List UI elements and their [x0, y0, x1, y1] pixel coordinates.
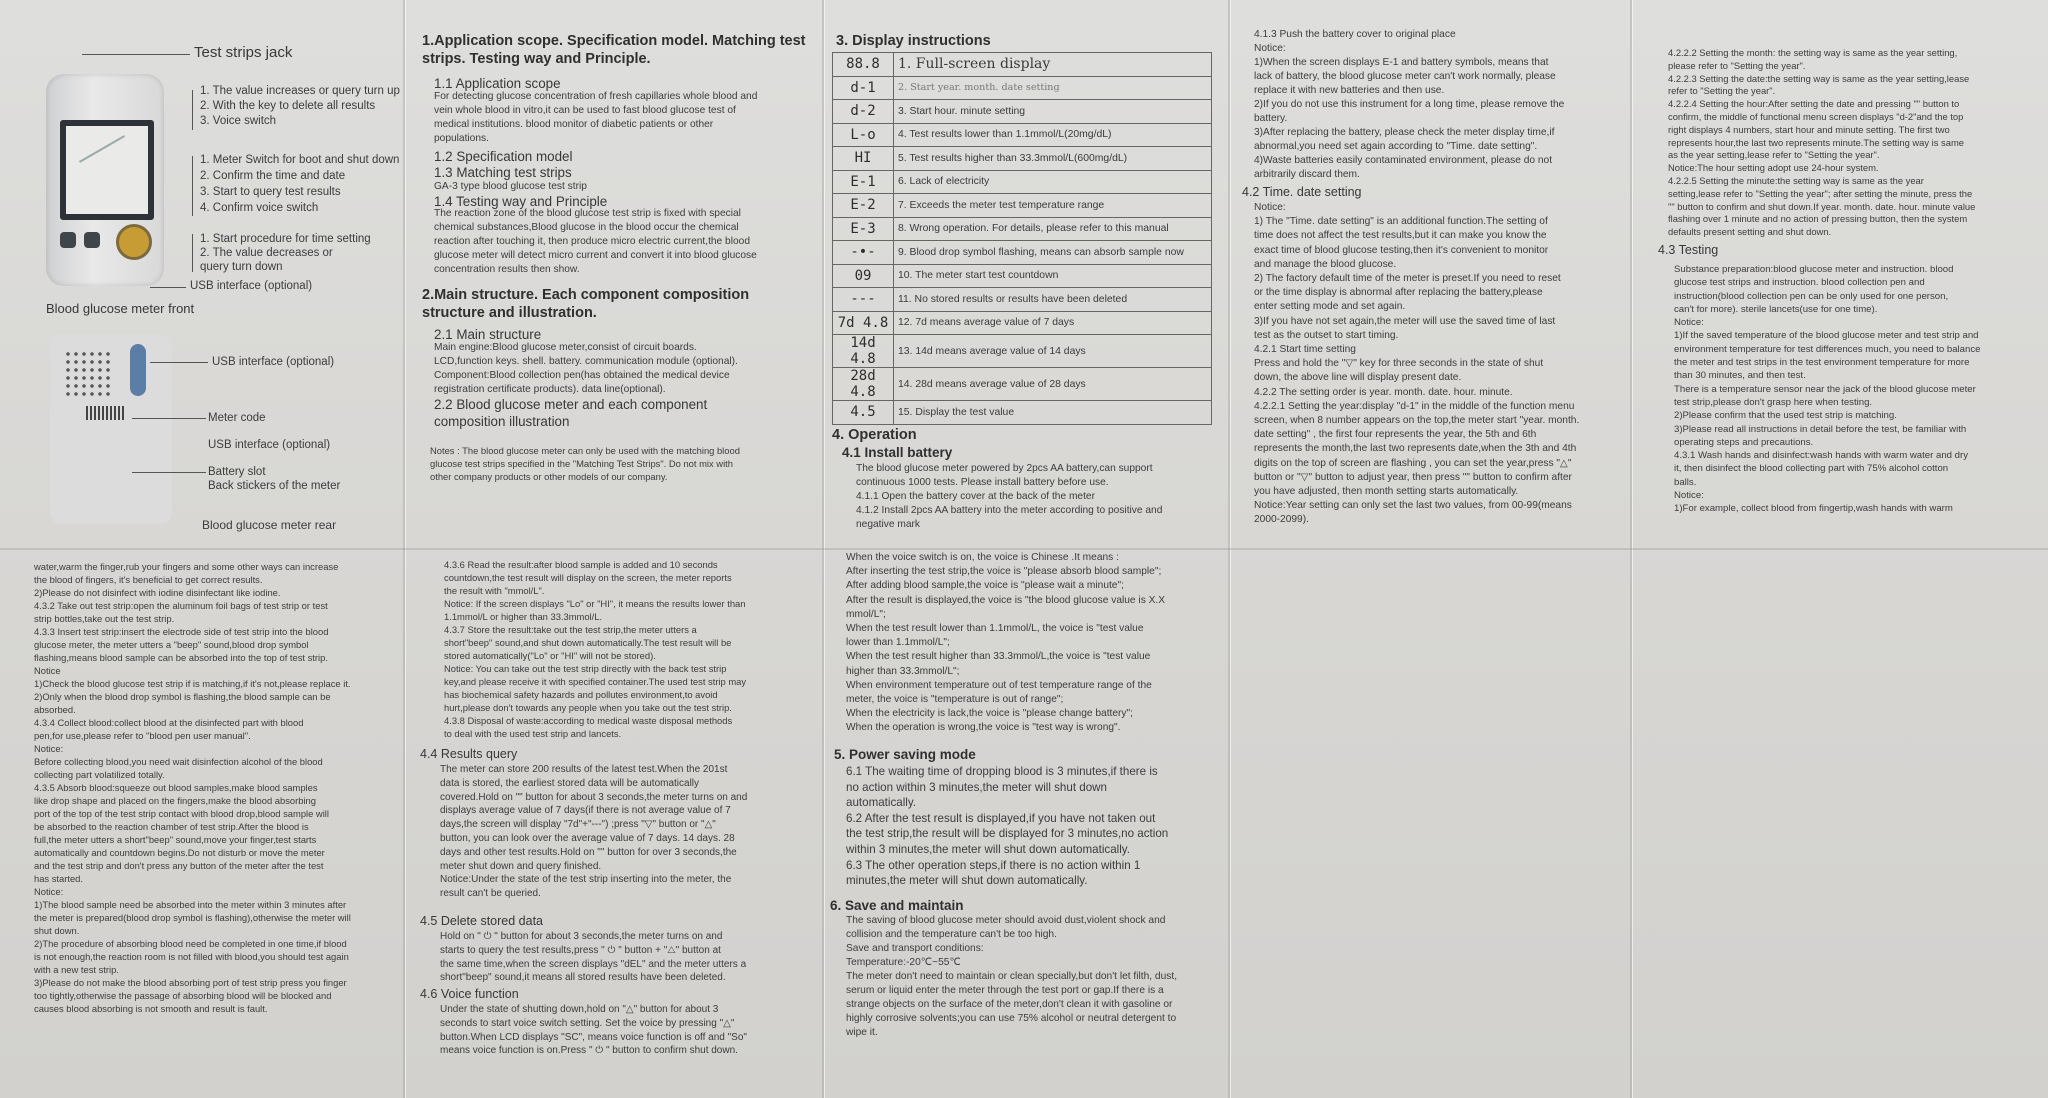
pointer-line [132, 418, 206, 419]
display-symbol: d-1 [833, 76, 894, 100]
power-button-icon [116, 224, 152, 260]
pointer-line [150, 362, 208, 363]
bracket [192, 156, 193, 216]
display-table-row [833, 53, 1212, 77]
section-1-4-text: The reaction zone of the blood glucose test strip is fixed with special chemical substances,Blood glucose in the blood occur the chemical reaction after touching it, then produce micro electric current,the blood glucose meter will detect micro current and convert it into blood glucose concentration results then show. [434, 208, 757, 275]
display-table-row [833, 311, 1212, 335]
display-symbol: --- [833, 288, 894, 312]
section-4-heading: 4. Operation [832, 427, 917, 443]
section-3-heading: 3. Display instructions [836, 33, 991, 49]
section-4-3-text: Substance preparation:blood glucose meter and instruction. blood glucose test strips and instruction. blood collection pen and instruction(blood collection pen can be only used for one person, can't for more). sterile lancets(use for one time). Notice: 1)If the saved temperature of the blood glucose meter and test strip and environment temperature for test differences much, you need to balance the meter and test strips in the test environment temperature for more than 30 minutes, and then test. There is a temperature sensor near the jack of the blood glucose meter test strip,please don't grasp here when testing. 2)Please confirm that the used test strip is matching. 3)Please read all instructions in detail before the test, be familiar with operating steps and precautions. 4.3.1 Wash hands and disinfect:wash hands with warm water and dry it, then disinfect the blood collecting part with 75% alcohol cotton balls. Notice: 1)For example, collect blood from fingertip,wash hands with warm [1674, 264, 1981, 515]
down-button-icon [60, 232, 76, 248]
section-4-6-text: Under the state of shutting down,hold on "△" button for about 3 seconds to start voice switch setting. Set the voice by pressing "△" button.When LCD displays "SC", means voice function is off and "So" means voice function is on.Press " ⏻ " button to confirm shut down. [440, 1004, 747, 1057]
section-1-4-heading: 1.4 Testing way and Principle [434, 194, 608, 209]
meter-screen [60, 120, 154, 220]
section-4-4-heading: 4.4 Results query [420, 747, 518, 761]
display-table-row [833, 335, 1212, 368]
section-4-1-heading: 4.1 Install battery [842, 445, 953, 460]
section-2-1-text: Main engine:Blood glucose meter,consist of circuit boards. LCD,function keys. shell. battery. communication module (optional). Component:Blood collection pen(has obtained the medical device registration certificate products). data line(optional). [434, 342, 738, 395]
panel-testing [1638, 0, 2048, 1098]
section-5-text: 6.1 The waiting time of dropping blood is 3 minutes,if there is no action within 3 minutes,the meter will shut down automatically. 6.2 After the test result is displayed,if you have not taken out the test strip,the result will be displayed for 3 minutes,no action within 3 minutes,the meter will shut down automatically. 6.3 The other operation steps,if there is no action within 1 minutes,the meter will shut down automatically. [846, 765, 1169, 888]
pointer-line [132, 472, 206, 473]
display-symbol: E-3 [833, 217, 894, 241]
display-symbol: 4.5 [833, 401, 894, 425]
rear-caption: Blood glucose meter rear [202, 518, 337, 532]
display-table-row [833, 147, 1212, 171]
display-table-row [833, 100, 1212, 124]
display-description: 5. Test results higher than 33.3mmol/L(600mg/dL) [894, 147, 1212, 171]
display-symbol: 88.8 [833, 53, 894, 77]
display-table-row [833, 194, 1212, 218]
date-setting-text: 4.2.2.2 Setting the month: the setting way is same as the year setting, please refer to "Setting the year". 4.2.2.3 Setting the date:the setting way is same as the year setting,lease refer to "Setting the year". 4.2.2.4 Setting the hour:After setting the date and pressing "" button to confirm, the middle of functional menu screen displays "d-2"and the top right displays 4 numbers, start hour and minute setting. The first two represents hour,the last two represents minute.The setting way is same as the year setting,lease refer to "Setting the year". Notice:The hour setting adopt use 24-hour system. 4.2.2.5 Setting the minute:the setting way is same as the year setting,lease refer to "Setting the year"; after setting the minute, press the "" button to confirm and shut down.If year. month. date. hour. minute value flashing over 1 minute and no action of pressing button, then the system defaults present setting and shut down. [1668, 47, 1976, 238]
pointer-line [82, 54, 190, 55]
section-5-heading: 5. Power saving mode [834, 747, 976, 762]
display-table-row [833, 241, 1212, 265]
group1-list: 1. The value increases or query turn up 2. With the key to delete all results 3. Voice switch [200, 85, 400, 127]
section-4-1-text: The blood glucose meter powered by 2pcs AA battery,can support continuous 1000 tests. Please install battery before use. 4.1.1 Open the battery cover at the back of the meter 4.1.2 Install 2pcs AA battery into the meter according to positive and negative mark [856, 463, 1163, 530]
display-table-row [833, 217, 1212, 241]
section-1-heading: 1.Application scope. Specification model. Matching test strips. Testing way and Principle. [422, 33, 806, 67]
display-symbol: 7d 4.8 [833, 311, 894, 335]
display-symbol: E-2 [833, 194, 894, 218]
section-6-text: The saving of blood glucose meter should avoid dust,violent shock and collision and the temperature can't be too high. Save and transport conditions: Temperature:-20℃~55℃ The meter don't need to maintain or clean specially,but don't let filth, dust, serum or liquid enter the meter through the test port or gap.If there is a strange objects on the surface of the meter,don't clean it with gasoline or highly corrosive solvents;you can use 75% alcohol or neutral detergent to wipe it. [846, 915, 1178, 1038]
panel-meter-diagram [0, 0, 403, 1098]
section-4-2-text: Notice: 1) The "Time. date setting" is an additional function.The setting of time does not affect the test results,but it can make you know the exact time of blood glucose testing,then it's convenient to monitor and manage the blood glucose. 2) The factory default time of the meter is preset.If you need to reset or the time display is abnormal after replacing the battery,please enter setting mode and set again. 3)If you have not set again,the meter will use the saved time of last test as the outset to start timing. 4.2.1 Start time setting Press and hold the "▽" key for three seconds in the state of shut down, the above line will display present date. 4.2.2 The setting order is year. month. date. hour. minute. 4.2.2.1 Setting the year:display "d-1" in the middle of the function menu screen, when 8 number appears on the top,the meter start "year. month. date setting" , the first four represents the year, the 5th and 6th represents the month,the last two represents date,when the 3th and 4th digits on the top of screen are flashing , you can set the year,press "△" button or "▽" button to adjust year, then press "" button to confirm after you have adjusted, then month setting starts automatically. Notice:Year setting can only set the last two values, from 00-99(means 2000-2099). [1254, 202, 1580, 526]
panel-battery-time [1238, 0, 1630, 1098]
section-4-5-heading: 4.5 Delete stored data [420, 914, 543, 928]
front-caption: Blood glucose meter front [46, 301, 195, 316]
display-symbol: d-2 [833, 100, 894, 124]
display-description: 1. Full-screen display [894, 53, 1212, 77]
display-table-row [833, 288, 1212, 312]
group2-list: 1. Meter Switch for boot and shut down 2. Confirm the time and date 3. Start to query test results 4. Confirm voice switch [200, 154, 400, 214]
display-description: 9. Blood drop symbol flashing, means can absorb sample now [894, 241, 1212, 265]
usb-front-label: USB interface (optional) [190, 280, 313, 292]
display-symbol: 14d 4.8 [833, 335, 894, 368]
meter-front-illustration [46, 74, 164, 286]
section-1-1-text: For detecting glucose concentration of fresh capillaries whole blood and vein whole blood in vitro,it can be used to fast blood glucose test of medical institutions. blood monitor of diabetic patients or other populations. [434, 91, 758, 144]
notes-text: Notes : The blood glucose meter can only be used with the matching blood glucose test strips specified in the "Matching Test Strips". Do not mix with other company products or other models of our company. [430, 445, 740, 482]
section-6-heading: 6. Save and maintain [830, 898, 964, 913]
display-description: 6. Lack of electricity [894, 170, 1212, 194]
display-symbol: E-1 [833, 170, 894, 194]
pointer-line [150, 287, 186, 288]
speaker-grille [64, 350, 110, 398]
section-4-2-heading: 4.2 Time. date setting [1242, 185, 1362, 199]
display-description: 4. Test results lower than 1.1mmol/L(20mg/dL) [894, 123, 1212, 147]
display-description: 13. 14d means average value of 14 days [894, 335, 1212, 368]
display-description: 7. Exceeds the meter test temperature range [894, 194, 1212, 218]
display-table-row [833, 368, 1212, 401]
procedure-text: water,warm the finger,rub your fingers and some other ways can increase the blood of fingers, it's beneficial to get correct results. 2)Please do not disinfect with iodine disinfectant like iodine. 4.3.2 Take out test strip:open the aluminum foil bags of test strip or test strip bottles,take out the test strip. 4.3.3 Insert test strip:insert the electrode side of test strip into the blood glucose meter, the meter utters a "beep" sound,blood drop symbol flashing,means blood sample can be absorbed into the top of test strip. Notice 1)Check the blood glucose test strip if is matching,if it's not,please replace it. 2)Only when the blood drop symbol is flashing,the blood sample can be absorbed. 4.3.4 Collect blood:collect blood at the disinfected part with blood pen,for use,please refer to "blood pen user manual". Notice: Before collecting blood,you need wait disinfection alcohol of the blood collecting part volatilized totally. 4.3.5 Absorb blood:squeeze out blood samples,make blood samples like drop shape and placed on the fingers,make the blood absorbing port of the top of the test strip contact with blood drop,blood sample will be absorbed to the reaction chamber of test strip.After the blood is full,the meter utters a short"beep" sound,move your finger,test starts automatically and countdown begins.Do not disturb or move the meter and the test strip and don't press any button of the meter after the test has started. Notice: 1)The blood sample need be absorbed into the meter within 3 minutes after the meter is prepared(blood drop symbol is flashing),otherwise the meter will shut down. 2)The procedure of absorbing blood need be completed in one time,if blood is not enough,the reaction room is not filled with blood,you should test again with a new test strip. 3)Please do not make the blood absorbing port of test strip press you finger too tightly,otherwise the passage of absorbing blood will be blocked and causes blood absorbing is not smooth and result is fault. [34, 561, 351, 1014]
bracket [192, 234, 193, 272]
display-description: 15. Display the test value [894, 401, 1212, 425]
section-1-2-heading: 1.2 Specification model [434, 149, 573, 164]
panel-application-scope [412, 0, 816, 1098]
up-button-icon [84, 232, 100, 248]
display-description: 11. No stored results or results have been deleted [894, 288, 1212, 312]
section-1-1-heading: 1.1 Application scope [434, 76, 561, 91]
bracket [192, 90, 193, 130]
voice-text: When the voice switch is on, the voice is Chinese .It means : After inserting the test strip,the voice is "please absorb blood sample"; After adding blood sample,the voice is "please wait a minute"; After the result is displayed,the voice is "the blood glucose value is X.X mmol/L"; When the test result lower than 1.1mmol/L, the voice is "test value lower than 1.1mmol/L"; When the test result higher than 33.3mmol/L,the voice is "test value higher than 33.3mmol/L"; When environment temperature out of test temperature range of the meter, the voice is "temperature is out of range"; When the electricity is lack,the voice is "please change battery"; When the operation is wrong,the voice is "test way is wrong". [846, 552, 1166, 734]
battery-slot-label: Battery slot Back stickers of the meter [208, 466, 341, 492]
section-4-6-heading: 4.6 Voice function [420, 987, 519, 1001]
display-symbol: L-o [833, 123, 894, 147]
display-description: 2. Start year. month. date setting [894, 76, 1212, 100]
display-symbol: -•- [833, 241, 894, 265]
display-table-row [833, 76, 1212, 100]
group3-list: 1. Start procedure for time setting 2. The value decreases or query turn down [200, 233, 371, 273]
usb-rear-label: USB interface (optional) [212, 356, 335, 368]
section-2-heading: 2.Main structure. Each component composition structure and illustration. [422, 287, 750, 321]
section-4-4-text: The meter can store 200 results of the latest test.When the 201st data is stored, the earliest stored data will be automatically covered.Hold on "" button for about 3 seconds,the meter turns on and displays average value of 7 days(if there is not average value of 7 days,the screen will display "7d"+"---") ;press "▽" button or "△" button, you can look over the average value of 7 days. 14 days. 28 days and other test results.Hold on "" button for over 3 seconds,the meter shut down and query finished. Notice:Under the state of the test strip inserting into the meter, the result can't be queried. [440, 764, 748, 900]
section-1-3-text: GA-3 type blood glucose test strip [434, 181, 587, 192]
usb-slot [130, 344, 146, 396]
display-description: 14. 28d means average value of 28 days [894, 368, 1212, 401]
section-4-3-heading: 4.3 Testing [1658, 243, 1719, 257]
display-table-row [833, 401, 1212, 425]
display-description: 12. 7d means average value of 7 days [894, 311, 1212, 335]
display-symbol: 09 [833, 264, 894, 288]
test-strips-jack-label: Test strips jack [194, 44, 293, 61]
meter-code-barcode [86, 406, 126, 420]
read-store-text: 4.3.6 Read the result:after blood sample is added and 10 seconds countdown,the test result will display on the screen, the meter reports the result with "mmol/L". Notice: If the screen displays "Lo" or "HI", it means the results lower than 1.1mmol/L or higher than 33.3mmol/L. 4.3.7 Store the result:take out the test strip,the meter utters a short"beep" sound,and shut down automatically.The test result will be stored automatically("Lo" or "HI" will not be stored). Notice: You can take out the test strip directly with the back test strip key,and please receive it with specified container.The used test strip may has biochemical safety hazards and pollutes environment,to avoid hurt,please don't towards any people when you take out the test strip. 4.3.8 Disposal of waste:according to medical waste disposal methods to deal with the used test strip and lancets. [444, 559, 747, 739]
section-1-3-heading: 1.3 Matching test strips [434, 165, 572, 180]
display-table-row [833, 264, 1212, 288]
display-table-row [833, 123, 1212, 147]
display-symbol: HI [833, 147, 894, 171]
section-4-5-text: Hold on " ⏻ " button for about 3 seconds,the meter turns on and starts to query the test results,press " ⏻ " button + "△" button at the same time,when the screen displays "dEL" and the meter utters a short"beep" sound,it means all stored results have been deleted. [440, 931, 747, 984]
meter-code-label: Meter code [208, 412, 266, 424]
display-instructions-table [832, 52, 1212, 425]
display-description: 3. Start hour. minute setting [894, 100, 1212, 124]
display-description: 8. Wrong operation. For details, please refer to this manual [894, 217, 1212, 241]
usb-rear-label-2: USB interface (optional) [208, 439, 331, 451]
display-table-row [833, 170, 1212, 194]
section-2-1-heading: 2.1 Main structure [434, 327, 542, 342]
display-description: 10. The meter start test countdown [894, 264, 1212, 288]
battery-notice-text: 4.1.3 Push the battery cover to original place Notice: 1)When the screen displays E-1 and battery symbols, means that lack of battery, the blood glucose meter can't work normally, please replace it with new batteries and then use. 2)If you do not use this instrument for a long time, please remove the battery. 3)After replacing the battery, please check the meter display time,if abnormal,you need set again according to "Time. date setting". 4)Waste batteries easily contaminated environment, please do not arbitrarily discard them. [1254, 29, 1565, 180]
section-2-2-heading: 2.2 Blood glucose meter and each component composition illustration [434, 397, 708, 429]
display-symbol: 28d 4.8 [833, 368, 894, 401]
